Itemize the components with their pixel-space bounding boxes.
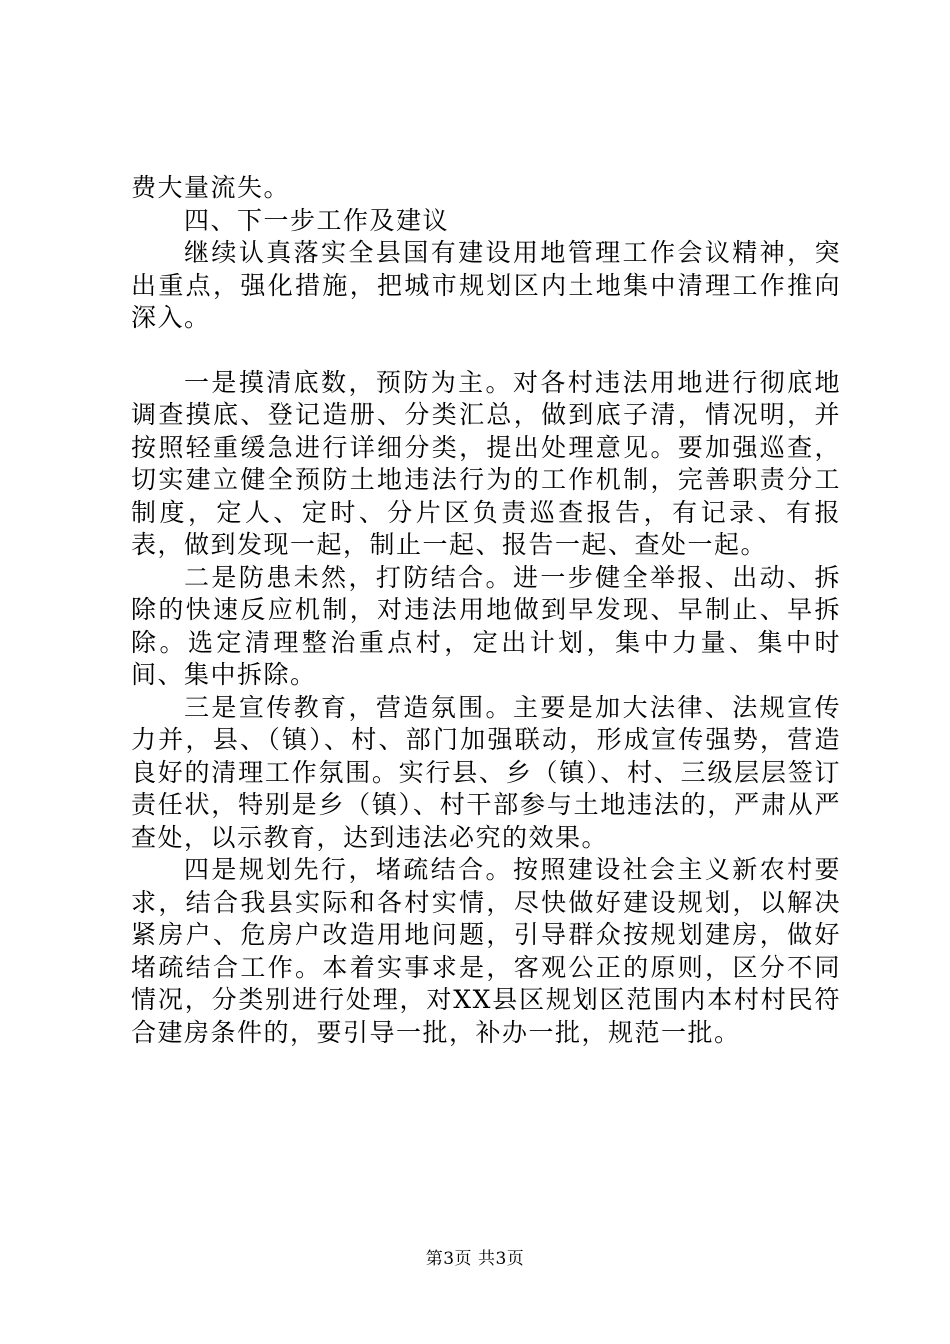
paragraph-item-3: 三是宣传教育，营造氛围。主要是加大法律、法规宣传力并，县、（镇）、村、部门加强联动，形成宣传强势，营造良好的清理工作氛围。实行县、乡（镇）、村、三级层层签订责任状，特别是乡（镇）、村干部参与土地违法的，严肃从严查处，以示教育，达到违法必究的效果。	[131, 692, 841, 852]
paragraph-item-2: 二是防患未然，打防结合。进一步健全举报、出动、拆除的快速反应机制，对违法用地做到早发现、早制止、早拆除。选定清理整治重点村，定出计划，集中力量、集中时间、集中拆除。	[131, 562, 841, 689]
document-body	[131, 172, 841, 1049]
paragraph-item-4: 四是规划先行，堵疏结合。按照建设社会主义新农村要求，结合我县实际和各村实情，尽快做好建设规划，以解决紧房户、危房户改造用地问题，引导群众按规划建房，做好堵疏结合工作。本着实事求是，客观公正的原则，区分不同情况，分类别进行处理，对XX县区规划区范围内本村村民符合建房条件的，要引导一批，补办一批，规范一批。	[131, 855, 841, 1047]
paragraph-continuation: 费大量流失。	[131, 173, 291, 202]
section-heading: 四、下一步工作及建议	[184, 205, 450, 235]
page-footer: 第3页 共3页	[425, 1249, 525, 1269]
paragraph-item-1: 一是摸清底数，预防为主。对各村违法用地进行彻底地调查摸底、登记造册、分类汇总，做到底子清，情况明，并按照轻重缓急进行详细分类，提出处理意见。要加强巡查，切实建立健全预防土地违法行为的工作机制，完善职责分工制度，定人、定时、分片区负责巡查报告，有记录、有报表，做到发现一起，制止一起、报告一起、查处一起。	[131, 367, 841, 559]
paragraph-intro: 继续认真落实全县国有建设用地管理工作会议精神，突出重点，强化措施，把城市规划区内土地集中清理工作推向深入。	[131, 238, 841, 332]
